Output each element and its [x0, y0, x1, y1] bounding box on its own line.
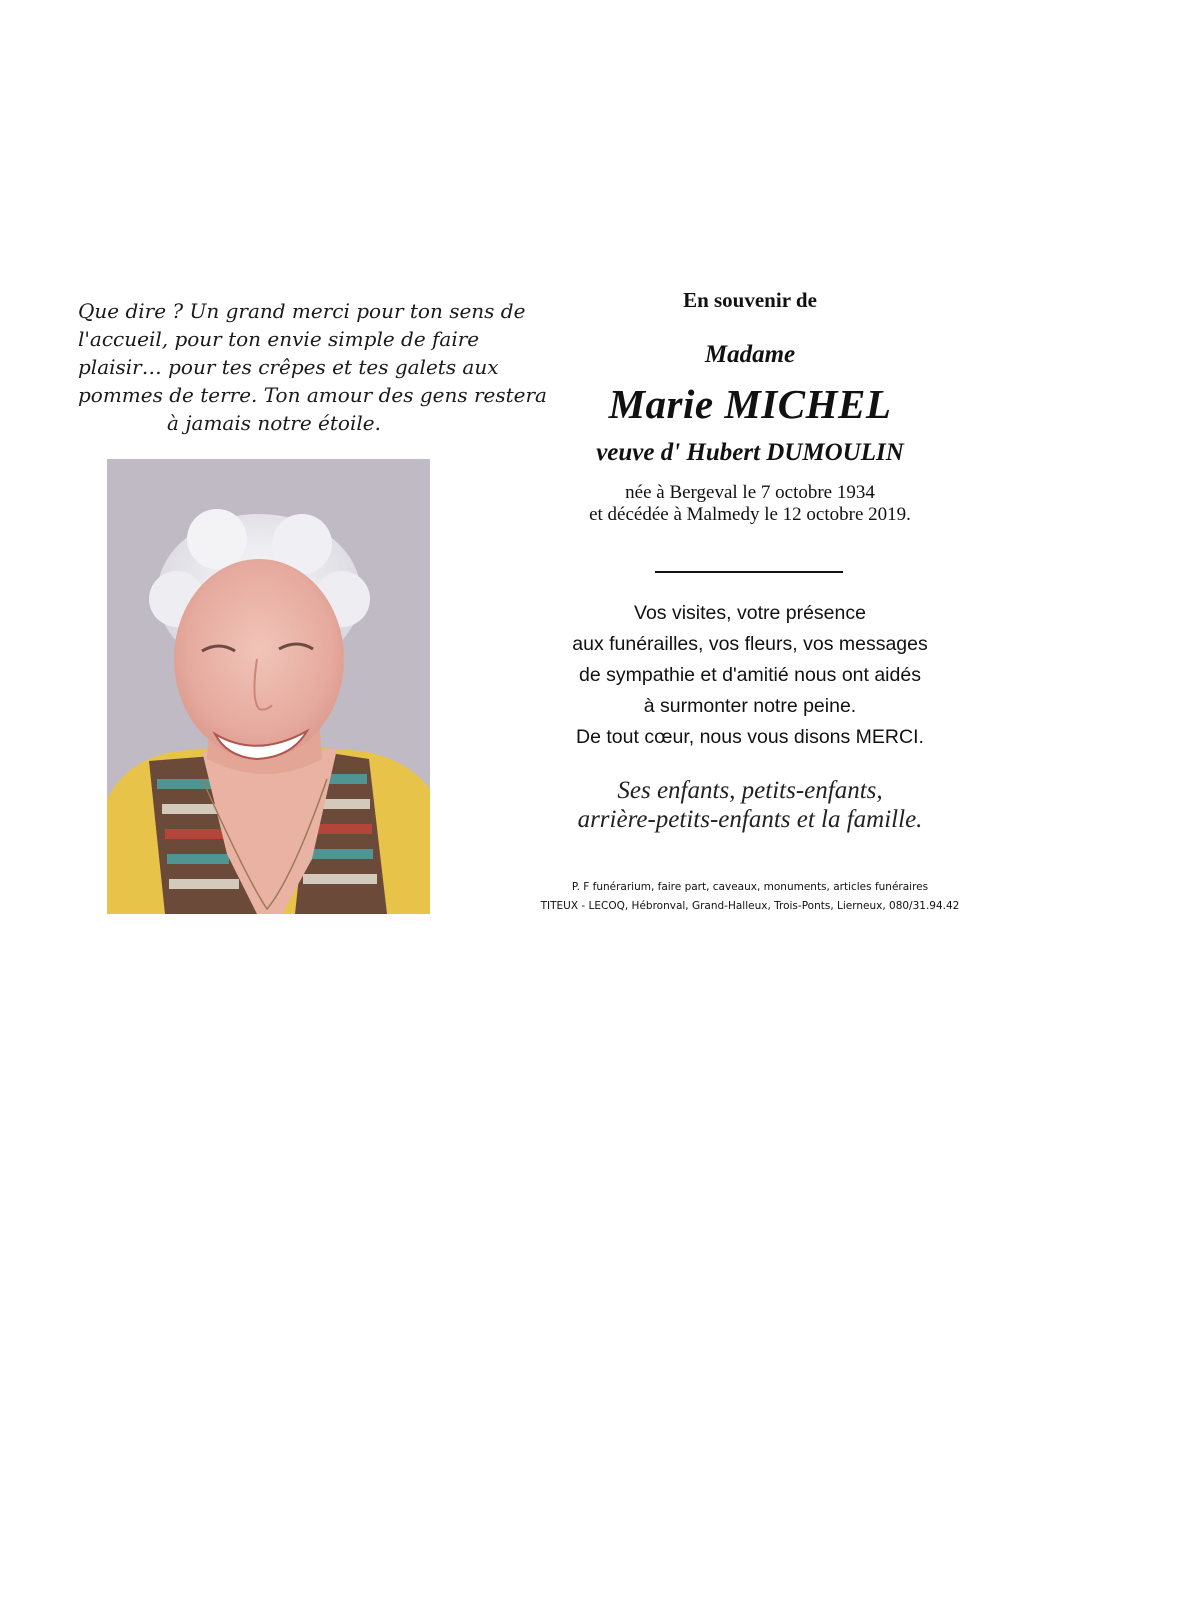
birth-line: née à Bergeval le 7 octobre 1934	[625, 482, 875, 503]
memorial-quote	[78, 297, 547, 437]
quote-line: pommes de terre. Ton amour des gens restera	[78, 383, 547, 407]
thanks-line: Vos visites, votre présence	[634, 602, 866, 624]
footer-line: P. F funérarium, faire part, caveaux, monuments, articles funéraires	[571, 881, 929, 893]
family-signature	[540, 776, 960, 834]
funeral-home-footer	[540, 878, 960, 916]
divider	[655, 571, 843, 573]
thanks-line: De tout cœur, nous vous disons MERCI.	[576, 726, 924, 748]
death-line: et décédée à Malmedy le 12 octobre 2019.	[589, 504, 911, 525]
family-line: arrière-petits-enfants et la famille.	[577, 806, 923, 833]
quote-line: Que dire ? Un grand merci pour ton sens de	[78, 299, 526, 323]
quote-line: à jamais notre étoile.	[167, 411, 381, 435]
portrait-photo	[107, 459, 430, 914]
quote-line: l'accueil, pour ton envie simple de faire	[78, 327, 480, 351]
thanks-line: aux funérailles, vos fleurs, vos messages	[572, 633, 928, 655]
family-line: Ses enfants, petits-enfants,	[617, 777, 883, 804]
thanks-message	[540, 598, 960, 753]
spouse-line: veuve d' Hubert DUMOULIN	[596, 439, 904, 466]
honorific: Madame	[704, 341, 796, 368]
footer-line: TITEUX - LECOQ, Hébronval, Grand-Halleux, Trois-Ponts, Lierneux, 080/31.94.42	[540, 900, 960, 912]
quote-line: plaisir… pour tes crêpes et tes galets aux	[78, 355, 499, 379]
dates	[540, 482, 960, 526]
deceased-name: Marie MICHEL	[608, 381, 892, 427]
thanks-line: à surmonter notre peine.	[643, 695, 857, 717]
heading: En souvenir de	[683, 288, 817, 312]
thanks-line: de sympathie et d'amitié nous ont aidés	[579, 664, 921, 686]
